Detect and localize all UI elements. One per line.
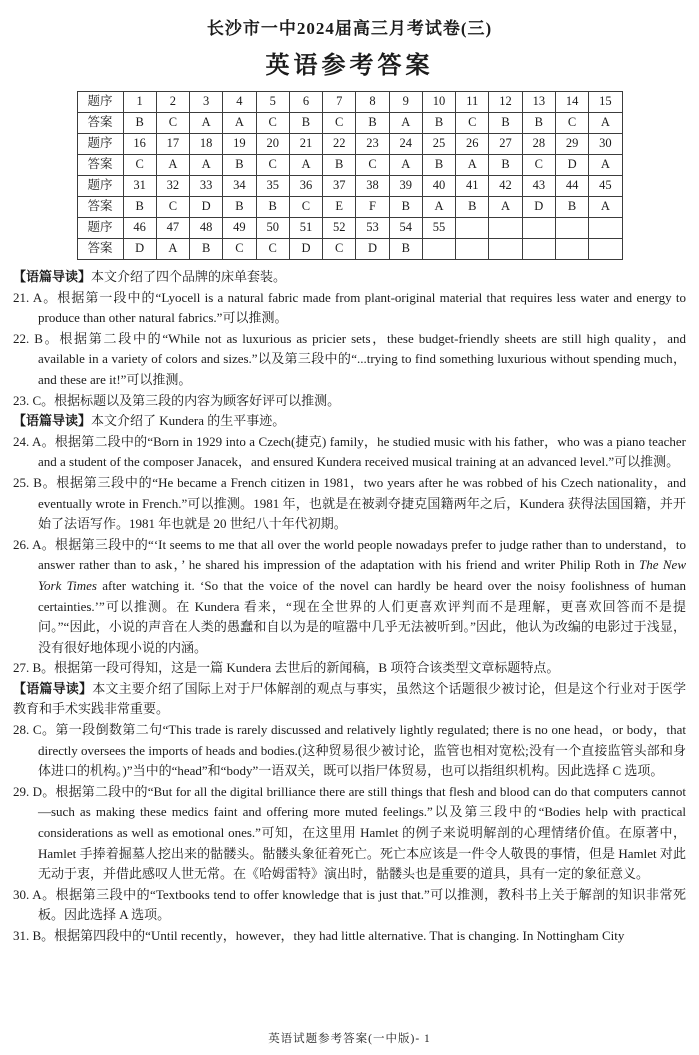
answer-cell: B xyxy=(323,155,356,176)
answer-explanation xyxy=(13,926,686,947)
answer-table-row xyxy=(77,218,622,239)
answer-cell: A xyxy=(289,155,322,176)
answer-cell: B xyxy=(223,197,256,218)
italic-publication-title: The New York Times xyxy=(38,557,686,593)
answer-explanation xyxy=(13,535,686,659)
question-number-cell: 19 xyxy=(223,134,256,155)
question-number-cell: 55 xyxy=(422,218,455,239)
answer-table-body xyxy=(77,92,622,260)
question-number-cell: 52 xyxy=(323,218,356,239)
question-number-cell xyxy=(522,218,555,239)
question-number-cell: 47 xyxy=(156,218,189,239)
row-label: 答案 xyxy=(77,239,123,260)
question-number-cell: 3 xyxy=(190,92,223,113)
question-number-cell: 33 xyxy=(190,176,223,197)
question-number-cell: 20 xyxy=(256,134,289,155)
question-number-cell: 15 xyxy=(589,92,622,113)
question-number-cell: 39 xyxy=(389,176,422,197)
answer-table xyxy=(77,91,623,260)
answer-cell: B xyxy=(422,155,455,176)
question-number-cell: 34 xyxy=(223,176,256,197)
question-number-cell: 44 xyxy=(555,176,588,197)
question-number-cell: 18 xyxy=(190,134,223,155)
answer-table-row xyxy=(77,239,622,260)
text-segment: 21. A。根据第一段中的“Lyocell is a natural fabric made from plant-original material that requires less water and energy to produce than other natural fabrics.”可以推测。 xyxy=(13,289,686,326)
explanation-section xyxy=(13,267,686,947)
answer-cell xyxy=(489,239,522,260)
answer-cell: D xyxy=(289,239,322,260)
question-number-cell: 24 xyxy=(389,134,422,155)
text-segment: after watching it. ‘So that the voice of the novel can hardly be heard over the noisy foolishness of human certainties.’”可以推测。在 Kundera 看来，“现在全世界的人们更喜欢评判而不是理解，更喜欢回答而不是提问。”“因此，小说的声音在人类的愚蠢和自以为是的喧嚣中几乎无法被听到。”因此，他认为改编的电影过于浅显，没有很好地体现小说的内涵。 xyxy=(38,577,686,655)
answer-cell: D xyxy=(190,197,223,218)
question-number-cell: 27 xyxy=(489,134,522,155)
text-segment: 本文介绍了 Kundera 的生平事迹。 xyxy=(91,413,286,429)
answer-cell: B xyxy=(190,239,223,260)
answer-cell: C xyxy=(323,113,356,134)
question-number-cell xyxy=(489,218,522,239)
guide-label: 【语篇导读】 xyxy=(13,413,92,429)
answer-cell: C xyxy=(456,113,489,134)
row-label: 答案 xyxy=(77,113,123,134)
row-label: 答案 xyxy=(77,155,123,176)
answer-cell: A xyxy=(389,155,422,176)
row-label: 题序 xyxy=(77,134,123,155)
question-number-cell: 26 xyxy=(456,134,489,155)
answer-cell: C xyxy=(555,113,588,134)
answer-cell: C xyxy=(156,197,189,218)
answer-cell: C xyxy=(256,113,289,134)
row-label: 答案 xyxy=(77,197,123,218)
text-segment: 23. C。根据标题以及第三段的内容为顾客好评可以推测。 xyxy=(13,392,341,408)
passage-guide xyxy=(13,411,686,432)
answer-table-row xyxy=(77,176,622,197)
answer-cell: B xyxy=(422,113,455,134)
answer-cell: B xyxy=(223,155,256,176)
answer-cell: A xyxy=(589,155,622,176)
answer-cell: B xyxy=(522,113,555,134)
answer-cell: A xyxy=(422,197,455,218)
text-segment: 27. B。根据第一段可得知，这是一篇 Kundera 去世后的新闻稿，B 项符合该类型文章标题特点。 xyxy=(13,660,560,676)
question-number-cell: 29 xyxy=(555,134,588,155)
passage-guide xyxy=(13,267,686,288)
text-segment: 29. D。根据第二段中的“But for all the digital brilliance there are still things that flesh and blood can do that computers cannot—such as making these medics faint and offering more muted feelings.”以及第三段中的“Bodies help with practical considerations as well as emotional ones.”可知，在这里用 Hamlet 的例子来说明解剖的心理情绪价值。在原著中，Hamlet 手捧着掘墓人挖出来的骷髅头。骷髅头象征着死亡。死亡本应该是一件令人敬畏的事情，但是 Hamlet 对此无动于衷，并借此感叹人世无常。在《哈姆雷特》演出时，骷髅头也是重要的道具，具有一定的象征意义。 xyxy=(13,783,686,882)
answer-cell: A xyxy=(489,197,522,218)
passage-guide xyxy=(13,679,686,720)
question-number-cell: 49 xyxy=(223,218,256,239)
question-number-cell: 22 xyxy=(323,134,356,155)
answer-cell: B xyxy=(489,113,522,134)
answer-cell xyxy=(522,239,555,260)
question-number-cell: 40 xyxy=(422,176,455,197)
answer-key-title: 英语参考答案 xyxy=(265,53,434,79)
question-number-cell: 54 xyxy=(389,218,422,239)
text-segment: 25. B。根据第三段中的“He became a French citizen in 1981，two years after he was robbed of his Czech nationality，and eventually wrote in French.”可以推测。1981 年，也就是在被剥夺捷克国籍两年之后，Kundera 获得法国国籍，并开始了法语写作。1981 年也就是 20 世纪八十年代初期。 xyxy=(13,474,686,532)
text-segment: 31. B。根据第四段中的“Until recently，however，they had little alternative. That is changing. In Nottingham City xyxy=(13,928,625,943)
question-number-cell: 45 xyxy=(589,176,622,197)
question-number-cell xyxy=(555,218,588,239)
answer-cell: A xyxy=(589,113,622,134)
text-segment: 26. A。根据第三段中的“‘It seems to me that all over the world people nowadays prefer to judge rather than to understand，to answer rather than to ask，’ he shared his impression of the adaptation with his friend and writer Philip Roth in xyxy=(13,536,686,573)
page-footer: 英语试题参考答案(一中版)- 1 xyxy=(268,1033,431,1045)
answer-explanation xyxy=(13,432,686,473)
text-segment: 24. A。根据第二段中的“Born in 1929 into a Czech(捷克) family，he studied music with his father，who was a piano teacher and a student of the composer Janacek，and ensured Kundera received musical training at an advanced level.”可以推测。 xyxy=(13,433,686,470)
answer-cell: B xyxy=(389,197,422,218)
question-number-cell: 13 xyxy=(522,92,555,113)
answer-table-row xyxy=(77,113,622,134)
answer-cell: C xyxy=(156,113,189,134)
question-number-cell: 1 xyxy=(123,92,156,113)
question-number-cell: 10 xyxy=(422,92,455,113)
exam-title: 长沙市一中2024届高三月考试卷(三) xyxy=(206,19,493,38)
answer-cell: A xyxy=(223,113,256,134)
answer-cell: B xyxy=(356,113,389,134)
answer-explanation xyxy=(13,473,686,535)
answer-cell: A xyxy=(156,239,189,260)
answer-cell: C xyxy=(356,155,389,176)
answer-cell: A xyxy=(589,197,622,218)
question-number-cell: 42 xyxy=(489,176,522,197)
question-number-cell: 46 xyxy=(123,218,156,239)
question-number-cell xyxy=(456,218,489,239)
answer-cell: D xyxy=(555,155,588,176)
answer-cell: B xyxy=(123,113,156,134)
answer-cell: C xyxy=(256,239,289,260)
question-number-cell: 41 xyxy=(456,176,489,197)
text-segment: 本文介绍了四个品牌的床单套装。 xyxy=(91,269,287,284)
answer-cell: C xyxy=(256,155,289,176)
question-number-cell: 31 xyxy=(123,176,156,197)
question-number-cell: 51 xyxy=(289,218,322,239)
answer-table-row xyxy=(77,134,622,155)
answer-cell: A xyxy=(156,155,189,176)
question-number-cell xyxy=(589,218,622,239)
guide-label: 【语篇导读】 xyxy=(13,269,92,284)
question-number-cell: 50 xyxy=(256,218,289,239)
row-label: 题序 xyxy=(77,92,123,113)
answer-cell xyxy=(422,239,455,260)
answer-cell: C xyxy=(123,155,156,176)
question-number-cell: 25 xyxy=(422,134,455,155)
question-number-cell: 32 xyxy=(156,176,189,197)
question-number-cell: 16 xyxy=(123,134,156,155)
question-number-cell: 5 xyxy=(256,92,289,113)
question-number-cell: 12 xyxy=(489,92,522,113)
question-number-cell: 48 xyxy=(190,218,223,239)
answer-cell: F xyxy=(356,197,389,218)
answer-table-row xyxy=(77,197,622,218)
answer-cell: A xyxy=(190,113,223,134)
answer-cell xyxy=(589,239,622,260)
question-number-cell: 53 xyxy=(356,218,389,239)
answer-explanation xyxy=(13,288,686,329)
question-number-cell: 36 xyxy=(289,176,322,197)
question-number-cell: 35 xyxy=(256,176,289,197)
answer-explanation xyxy=(13,391,686,412)
text-segment: 22. B。根据第二段中的“While not as luxurious as pricier sets，these budget-friendly sheets are still high quality，and available in a variety of colors and sizes.”以及第三段中的“...trying to find something luxurious without spending much，and these are it!”可以推测。 xyxy=(13,330,686,387)
answer-table-row xyxy=(77,92,622,113)
answer-cell: C xyxy=(522,155,555,176)
question-number-cell: 2 xyxy=(156,92,189,113)
answer-cell: B xyxy=(489,155,522,176)
question-number-cell: 38 xyxy=(356,176,389,197)
question-number-cell: 11 xyxy=(456,92,489,113)
guide-label: 【语篇导读】 xyxy=(13,680,93,696)
answer-cell: B xyxy=(456,197,489,218)
question-number-cell: 7 xyxy=(323,92,356,113)
answer-explanation xyxy=(13,720,686,782)
question-number-cell: 21 xyxy=(289,134,322,155)
question-number-cell: 6 xyxy=(289,92,322,113)
answer-cell: B xyxy=(256,197,289,218)
answer-explanation xyxy=(13,658,686,679)
question-number-cell: 30 xyxy=(589,134,622,155)
answer-explanation xyxy=(13,885,686,926)
question-number-cell: 28 xyxy=(522,134,555,155)
answer-cell xyxy=(555,239,588,260)
answer-cell: A xyxy=(389,113,422,134)
question-number-cell: 37 xyxy=(323,176,356,197)
answer-explanation xyxy=(13,329,686,391)
answer-cell: C xyxy=(223,239,256,260)
answer-cell: D xyxy=(522,197,555,218)
question-number-cell: 43 xyxy=(522,176,555,197)
answer-cell: E xyxy=(323,197,356,218)
answer-cell: C xyxy=(289,197,322,218)
answer-cell: A xyxy=(190,155,223,176)
answer-cell: A xyxy=(456,155,489,176)
text-segment: 30. A。根据第三段中的“Textbooks tend to offer knowledge that is just that.”可以推测，教科书上关于解剖的知识非常死板。因此选择 A 选项。 xyxy=(13,886,686,923)
question-number-cell: 9 xyxy=(389,92,422,113)
text-segment: 本文主要介绍了国际上对于尸体解剖的观点与事实，虽然这个话题很少被讨论，但是这个行业对于医学教育和手术实践非常重要。 xyxy=(13,680,686,717)
answer-explanation xyxy=(13,782,686,885)
question-number-cell: 4 xyxy=(223,92,256,113)
answer-cell: B xyxy=(555,197,588,218)
answer-table-row xyxy=(77,155,622,176)
question-number-cell: 14 xyxy=(555,92,588,113)
question-number-cell: 17 xyxy=(156,134,189,155)
answer-cell: D xyxy=(356,239,389,260)
text-segment: 28. C。第一段倒数第二句“This trade is rarely discussed and relatively lightly regulated; there is no one head，or body，that directly oversees the imports of heads and bodies.(这种贸易很少被讨论，监管也相对宽松;没有一个直接监管头部和身体进口的机构。)”当中的“head”和“body”一语双关，既可以指尸体贸易，也可以指组织机构。因此选择 C 选项。 xyxy=(13,722,686,779)
answer-cell: B xyxy=(289,113,322,134)
answer-cell: B xyxy=(389,239,422,260)
question-number-cell: 23 xyxy=(356,134,389,155)
answer-cell: D xyxy=(123,239,156,260)
row-label: 题序 xyxy=(77,218,123,239)
answer-cell: B xyxy=(123,197,156,218)
row-label: 题序 xyxy=(77,176,123,197)
answer-cell: C xyxy=(323,239,356,260)
question-number-cell: 8 xyxy=(356,92,389,113)
answer-cell xyxy=(456,239,489,260)
